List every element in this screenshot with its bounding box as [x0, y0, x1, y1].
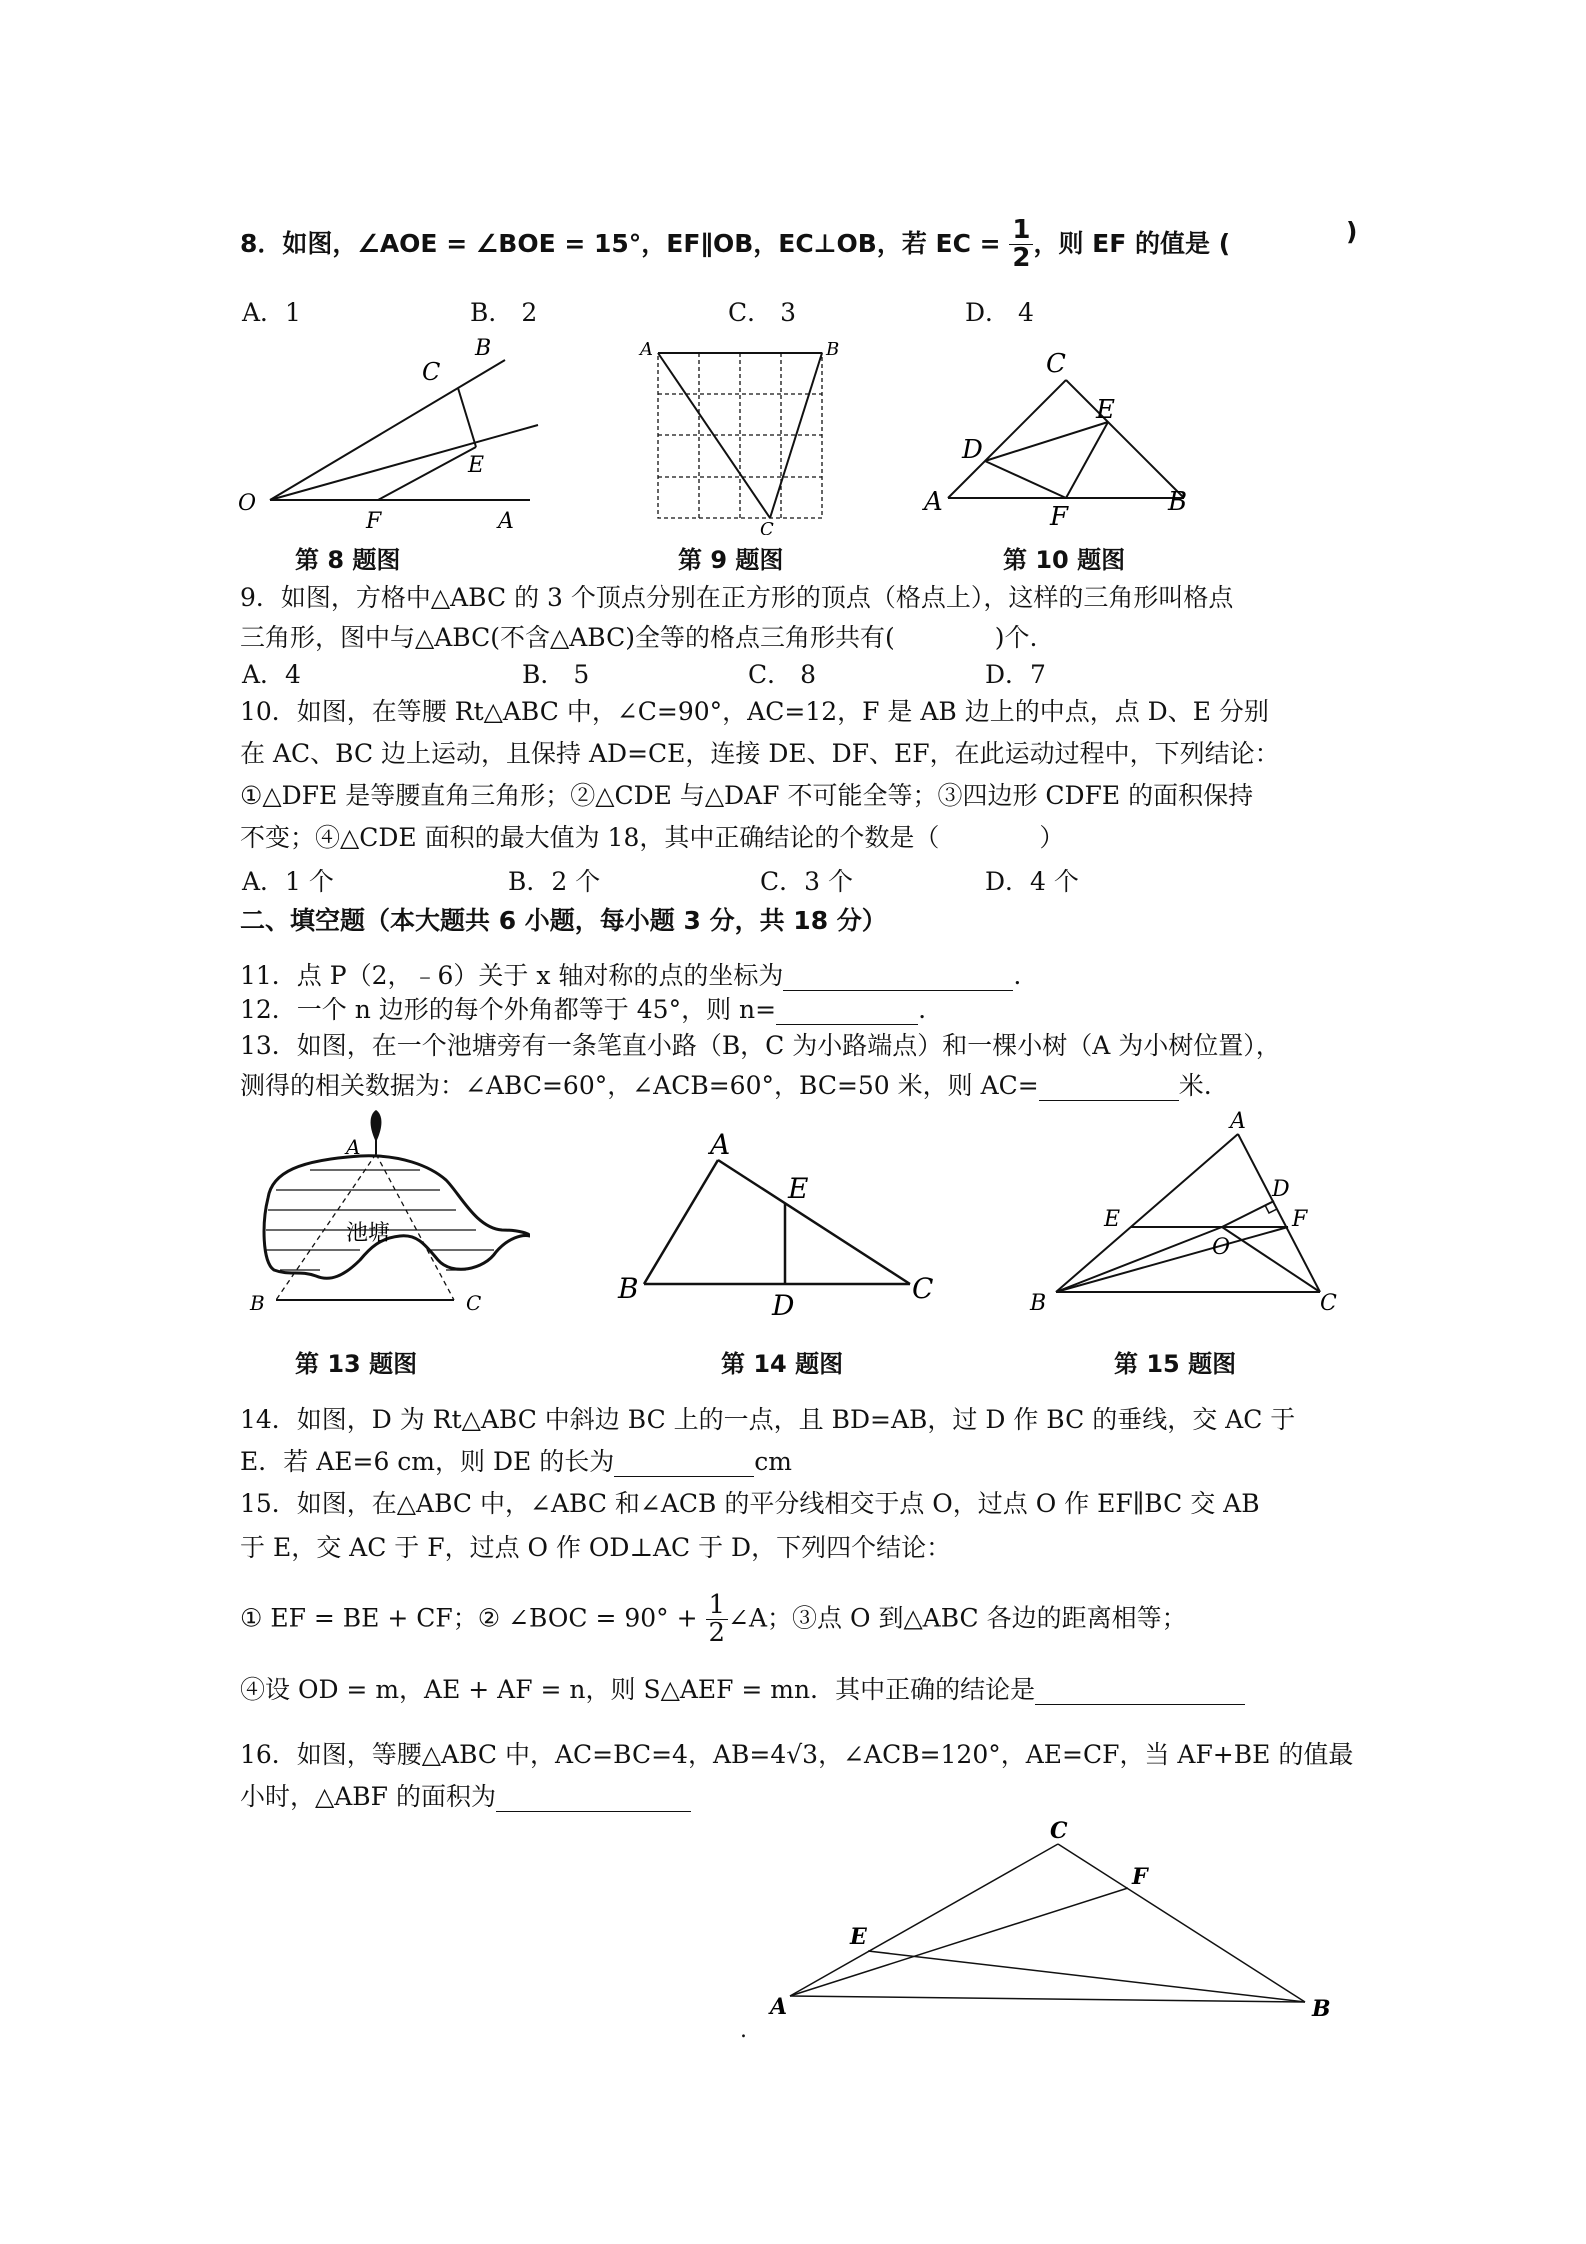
q15-line1: 15．如图，在△ABC 中，∠ABC 和∠ACB 的平分线相交于点 O，过点 O 作 EF∥BC 交 AB [240, 1489, 1260, 1518]
q8-option-b: B． 2 [470, 298, 538, 327]
q15-line4 [240, 1675, 1245, 1705]
q10-line3: ①△DFE 是等腰直角三角形；②△CDE 与△DAF 不可能全等；③四边形 CDFE 的面积保持 [240, 781, 1254, 810]
q16-line2 [240, 1782, 691, 1812]
fig9-label-b: B [826, 339, 840, 360]
q8-option-a: A．1 [242, 298, 301, 327]
fig15-label-a: A [1230, 1110, 1246, 1134]
fig13-caption: 第 13 题图 [295, 1350, 418, 1378]
q9-option-d: D．7 [985, 660, 1046, 689]
q15-text: ④设 OD = m，AE + AF = n，则 S△AEF = mn．其中正确的结论是 [240, 1675, 1036, 1704]
figure-16 [760, 1820, 1350, 2040]
q13-line1: 13．如图，在一个池塘旁有一条笔直小路（B，C 为小路端点）和一棵小树（A 为小树位置）， [240, 1031, 1281, 1060]
fig14-label-a: A [710, 1130, 731, 1161]
fig15-side-ab [1056, 1134, 1238, 1292]
q15-frac-numerator: 1 [706, 1592, 729, 1620]
q10-line2: 在 AC、BC 边上运动，且保持 AD=CE，连接 DE、DF、EF，在此运动过程中，下列结论： [240, 739, 1280, 768]
fig15-label-f: F [1292, 1207, 1308, 1232]
q15-answer-blank[interactable] [1035, 1680, 1245, 1705]
figure-10 [910, 340, 1210, 540]
fig13-label-c: C [466, 1291, 482, 1315]
fig14-label-e: E [788, 1172, 809, 1205]
figure-14 [600, 1130, 950, 1330]
fig14-label-c: C [912, 1272, 934, 1305]
q8-option-c: C． 3 [728, 298, 796, 327]
fig15-label-d: D [1272, 1177, 1290, 1202]
fig9-grid [658, 353, 822, 518]
q13-answer-blank[interactable] [1039, 1076, 1179, 1101]
q15-line3-part1: ① EF = BE + CF；② ∠BOC = 90° + [240, 1603, 698, 1633]
fig10-label-f: F [1050, 502, 1069, 532]
figure-9 [630, 335, 850, 535]
q12-text: 12．一个 n 边形的每个外角都等于 45°，则 n= [240, 995, 777, 1024]
figure-15 [1020, 1110, 1360, 1330]
q15-frac-denominator: 2 [708, 1618, 726, 1649]
figure-13 [240, 1110, 530, 1320]
fig8-ray-oe [270, 425, 538, 500]
q9-line1: 9．如图，方格中△ABC 的 3 个顶点分别在正方形的顶点（格点上），这样的三角形叫格点 [240, 583, 1234, 612]
q14-text: E．若 AE=6 cm，则 DE 的长为 [240, 1447, 615, 1476]
fig10-label-a: A [924, 487, 943, 517]
q8-option-d: D． 4 [965, 298, 1034, 327]
fig14-label-d: D [772, 1289, 795, 1322]
fig16-label-a: A [770, 1994, 788, 2020]
fig13-pond-hatching [266, 1170, 494, 1270]
fig9-caption: 第 9 题图 [678, 546, 784, 574]
fig8-label-e: E [468, 453, 485, 478]
q8-number: 8 [240, 228, 258, 258]
q9-option-b: B． 5 [522, 660, 590, 689]
fig10-label-e: E [1096, 395, 1115, 425]
q14-line1: 14．如图，D 为 Rt△ABC 中斜边 BC 上的一点，且 BD=AB，过 D 作 BC 的垂线，交 AC 于 [240, 1405, 1296, 1434]
q16-text: 小时，△ABF 的面积为 [240, 1782, 496, 1811]
q14-end: cm [754, 1447, 792, 1476]
fig14-side-ab [644, 1160, 718, 1284]
q15-fraction [706, 1592, 729, 1648]
fig10-label-c: C [1046, 349, 1066, 379]
footer-dot: . [740, 2018, 747, 2043]
q10-option-c: C．3 个 [760, 867, 853, 896]
fig15-label-b: B [1030, 1291, 1047, 1316]
fig16-side-ab [790, 1996, 1305, 2002]
fig9-label-c: C [760, 519, 774, 535]
q9-option-a: A．4 [242, 660, 301, 689]
fig8-label-o: O [238, 491, 257, 516]
q10-option-b: B．2 个 [508, 867, 601, 896]
q13-line2 [240, 1071, 1212, 1101]
fig16-segment-be [868, 1951, 1305, 2002]
fig10-label-b: B [1168, 487, 1188, 517]
fig8-ray-ob [270, 360, 505, 500]
fig16-label-b: B [1312, 1996, 1331, 2022]
fig9-label-a: A [640, 339, 653, 360]
q10-line4: 不变；④△CDE 面积的最大值为 18，其中正确结论的个数是（ ） [240, 823, 1065, 852]
section2-title: 二、填空题（本大题共 6 小题，每小题 3 分，共 18 分） [240, 906, 887, 935]
q8-paren-close: ) [1346, 217, 1358, 246]
fig14-side-ac [718, 1160, 910, 1284]
q9-option-c: C． 8 [748, 660, 816, 689]
q8-frac-denominator: 2 [1012, 243, 1031, 274]
fig15-segment-co [1222, 1227, 1320, 1292]
q16-line1: 16．如图，等腰△ABC 中，AC=BC=4，AB=4√3，∠ACB=120°，AE=CF，当 AF+BE 的值最 [240, 1740, 1354, 1769]
fig14-caption: 第 14 题图 [721, 1350, 844, 1378]
fig8-caption: 第 8 题图 [295, 546, 401, 574]
fig8-label-f: F [366, 509, 382, 534]
q11-end: . [1013, 961, 1022, 990]
fig13-tree-icon [371, 1110, 382, 1140]
q16-answer-blank[interactable] [496, 1787, 691, 1812]
q12-end: . [918, 995, 927, 1024]
fig8-segment-ec [458, 388, 476, 447]
fig16-label-e: E [850, 1924, 867, 1950]
fig13-label-pond: 池塘 [346, 1221, 391, 1246]
fig15-label-e: E [1104, 1207, 1121, 1232]
fig10-label-d: D [962, 435, 983, 465]
fig15-segment-od [1222, 1201, 1274, 1227]
fig15-caption: 第 15 题图 [1114, 1350, 1237, 1378]
q10-line1: 10．如图，在等腰 Rt△ABC 中，∠C=90°，AC=12，F 是 AB 边上的中点，点 D、E 分别 [240, 697, 1269, 726]
q15-line3-part2: ∠A；③点 O 到△ABC 各边的距离相等； [728, 1603, 1187, 1633]
fig8-label-b: B [475, 336, 492, 361]
fig10-side-cb [1066, 380, 1184, 498]
fig15-segment-bo [1056, 1227, 1288, 1292]
fig10-caption: 第 10 题图 [1003, 546, 1126, 574]
q9-line2: 三角形，图中与△ABC(不含△ABC)全等的格点三角形共有( )个. [240, 623, 1038, 652]
q8-text-part1: ．如图，∠AOE = ∠BOE = 15°，EF∥OB，EC⊥OB，若 EC = [257, 228, 1001, 258]
q15-line2: 于 E，交 AC 于 F，过点 O 作 OD⊥AC 于 D，下列四个结论： [240, 1533, 952, 1562]
q10-option-a: A．1 个 [242, 867, 334, 896]
q13-end: 米. [1178, 1071, 1212, 1100]
q12-answer-blank[interactable] [776, 1000, 918, 1025]
q14-line2 [240, 1447, 792, 1477]
q11-line [240, 961, 1021, 991]
fig8-label-c: C [422, 358, 441, 386]
fig16-label-f: F [1132, 1864, 1148, 1890]
fig15-segment-bo2 [1056, 1227, 1222, 1292]
fig16-side-cb [1058, 1844, 1305, 2002]
fig13-label-b: B [250, 1291, 265, 1315]
fig15-label-c: C [1320, 1291, 1337, 1316]
fig16-side-ac [790, 1844, 1058, 1996]
q14-answer-blank[interactable] [614, 1452, 754, 1477]
q11-text: 11．点 P（2，﹣6）关于 x 轴对称的点的坐标为 [240, 961, 784, 990]
q12-line [240, 995, 926, 1025]
q15-line3 [240, 1592, 1187, 1648]
fig13-label-a: A [346, 1135, 361, 1159]
fig15-label-o: O [1212, 1235, 1231, 1260]
q8-text [240, 217, 1230, 273]
fig8-segment-ef [378, 447, 476, 500]
fig16-segment-af [790, 1888, 1128, 1996]
fig8-label-a: A [498, 509, 514, 534]
q10-option-d: D．4 个 [985, 867, 1079, 896]
q8-fraction [1009, 217, 1033, 273]
q13-text: 测得的相关数据为：∠ABC=60°，∠ACB=60°，BC=50 米，则 AC= [240, 1071, 1039, 1100]
q8-text-part2: ，则 EF 的值是 ( [1033, 228, 1231, 258]
fig10-segment-df [985, 461, 1066, 498]
fig16-label-c: C [1050, 1820, 1068, 1844]
fig14-label-b: B [618, 1272, 639, 1305]
figure-8 [230, 330, 550, 540]
q11-answer-blank[interactable] [783, 966, 1013, 991]
q8-frac-numerator: 1 [1009, 217, 1033, 245]
